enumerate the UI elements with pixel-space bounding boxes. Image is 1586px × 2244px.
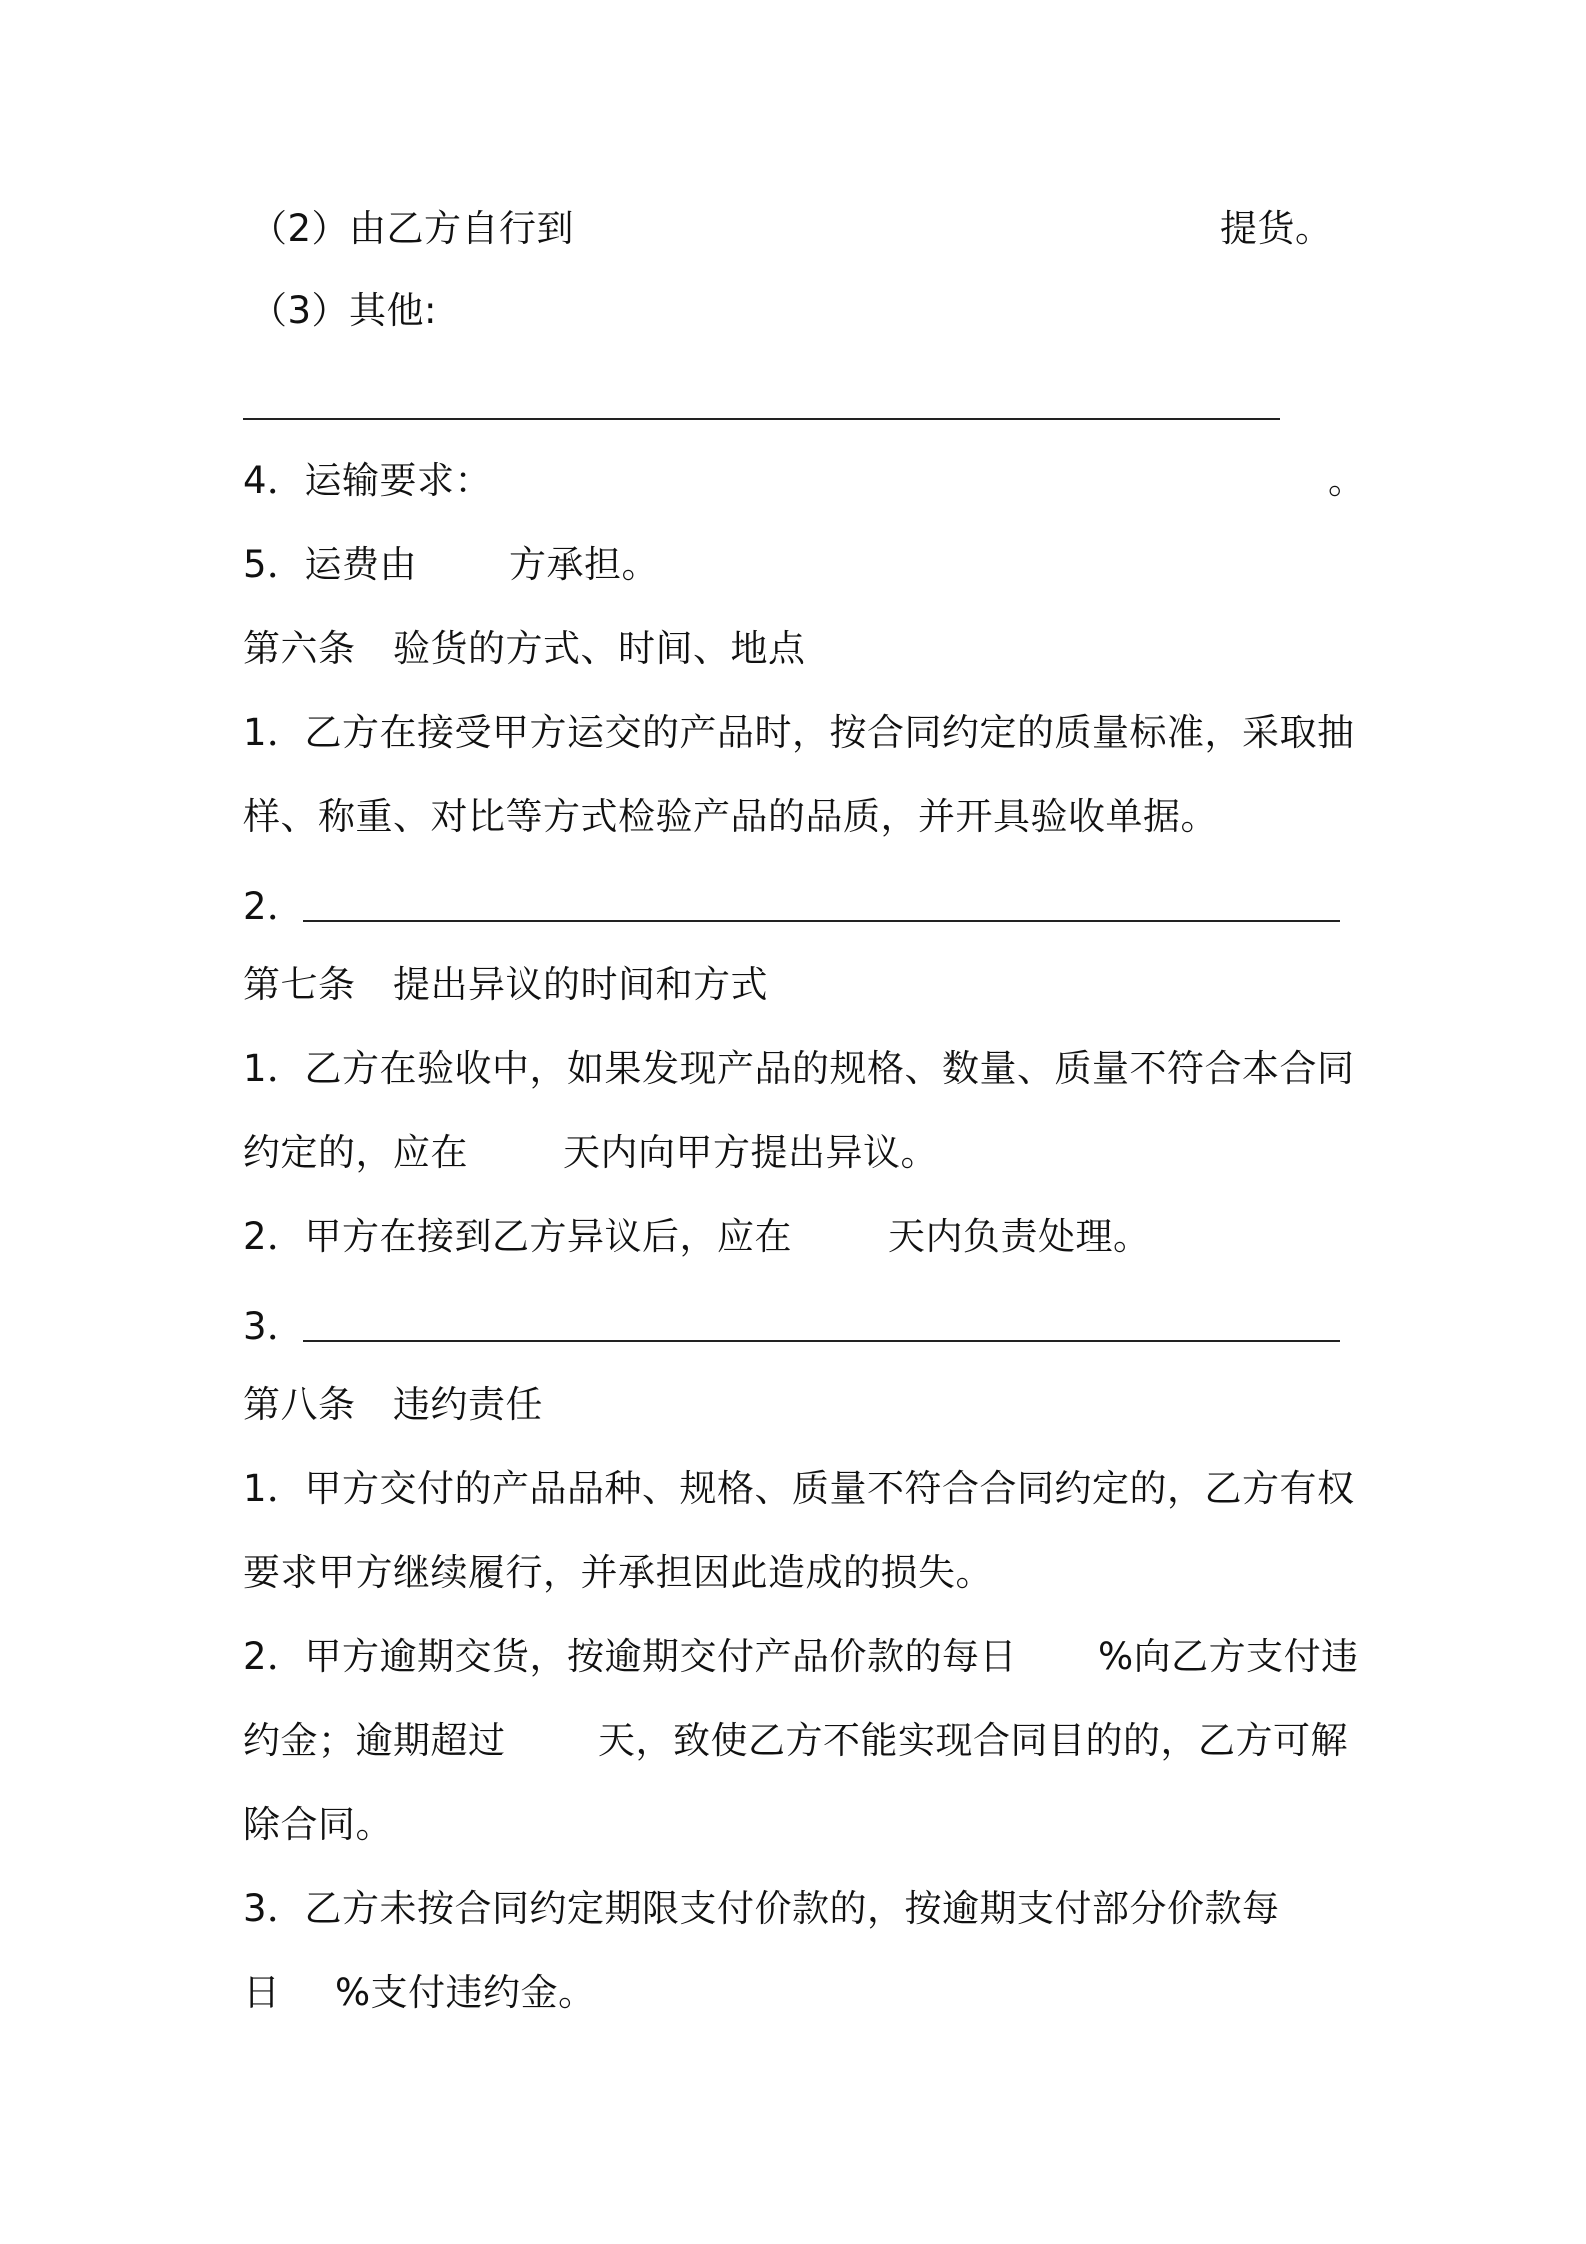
article-6-title: 第六条 验货的方式、时间、地点 <box>243 627 806 670</box>
freight-suffix: 方承担。 <box>509 543 659 586</box>
article-8-item-2-text-1a: 2．甲方逾期交货，按逾期交付产品价款的每日 <box>243 1635 1018 1678</box>
other-blank-line <box>243 418 1280 420</box>
article-8-item-2-text-1b: %向乙方支付违 <box>1098 1635 1359 1678</box>
article-6-item-2-blank <box>303 920 1340 922</box>
transport-requirement-text: 4．运输要求： <box>243 459 493 502</box>
article-8-item-3-text-2a: 日 <box>243 1971 281 2014</box>
article-7-item-3-blank <box>303 1340 1340 1342</box>
article-7-title: 第七条 提出异议的时间和方式 <box>243 963 768 1006</box>
article-6-item-1-text-2: 样、称重、对比等方式检验产品的品质，并开具验收单据。 <box>243 795 1218 838</box>
article-7-item-2-text-b: 天内负责处理。 <box>888 1215 1151 1258</box>
article-7-item-2-text-a: 2．甲方在接到乙方异议后，应在 <box>243 1215 793 1258</box>
article-8-item-2-text-2b: 天，致使乙方不能实现合同目的的，乙方可解 <box>598 1719 1348 1762</box>
article-8-item-1-text-2: 要求甲方继续履行，并承担因此造成的损失。 <box>243 1551 993 1594</box>
transport-requirement-end: 。 <box>1328 459 1366 502</box>
article-6-item-1-text-1: 1．乙方在接受甲方运交的产品时，按合同约定的质量标准，采取抽 <box>243 711 1355 754</box>
article-8-title: 第八条 违约责任 <box>243 1383 543 1426</box>
article-8-item-2-text-3: 除合同。 <box>243 1803 393 1846</box>
delivery-option-2-text: （2）由乙方自行到 <box>250 207 575 250</box>
article-7-item-1-text-2b: 天内向甲方提出异议。 <box>563 1131 938 1174</box>
article-7-item-3-number: 3． <box>243 1305 305 1348</box>
delivery-option-3-text: （3）其他: <box>250 289 438 332</box>
freight-text: 5．运费由 <box>243 543 418 586</box>
article-8-item-3-text-2b: %支付违约金。 <box>335 1971 596 2014</box>
delivery-option-2-suffix: 提货。 <box>1220 207 1333 250</box>
article-8-item-3-text-1: 3．乙方未按合同约定期限支付价款的，按逾期支付部分价款每 <box>243 1887 1280 1930</box>
article-6-item-2-number: 2． <box>243 885 305 928</box>
article-7-item-1-text-2a: 约定的，应在 <box>243 1131 468 1174</box>
article-7-item-1-text-1: 1．乙方在验收中，如果发现产品的规格、数量、质量不符合本合同 <box>243 1047 1355 1090</box>
article-8-item-2-text-2a: 约金；逾期超过 <box>243 1719 506 1762</box>
article-8-item-1-text-1: 1．甲方交付的产品品种、规格、质量不符合合同约定的，乙方有权 <box>243 1467 1355 1510</box>
